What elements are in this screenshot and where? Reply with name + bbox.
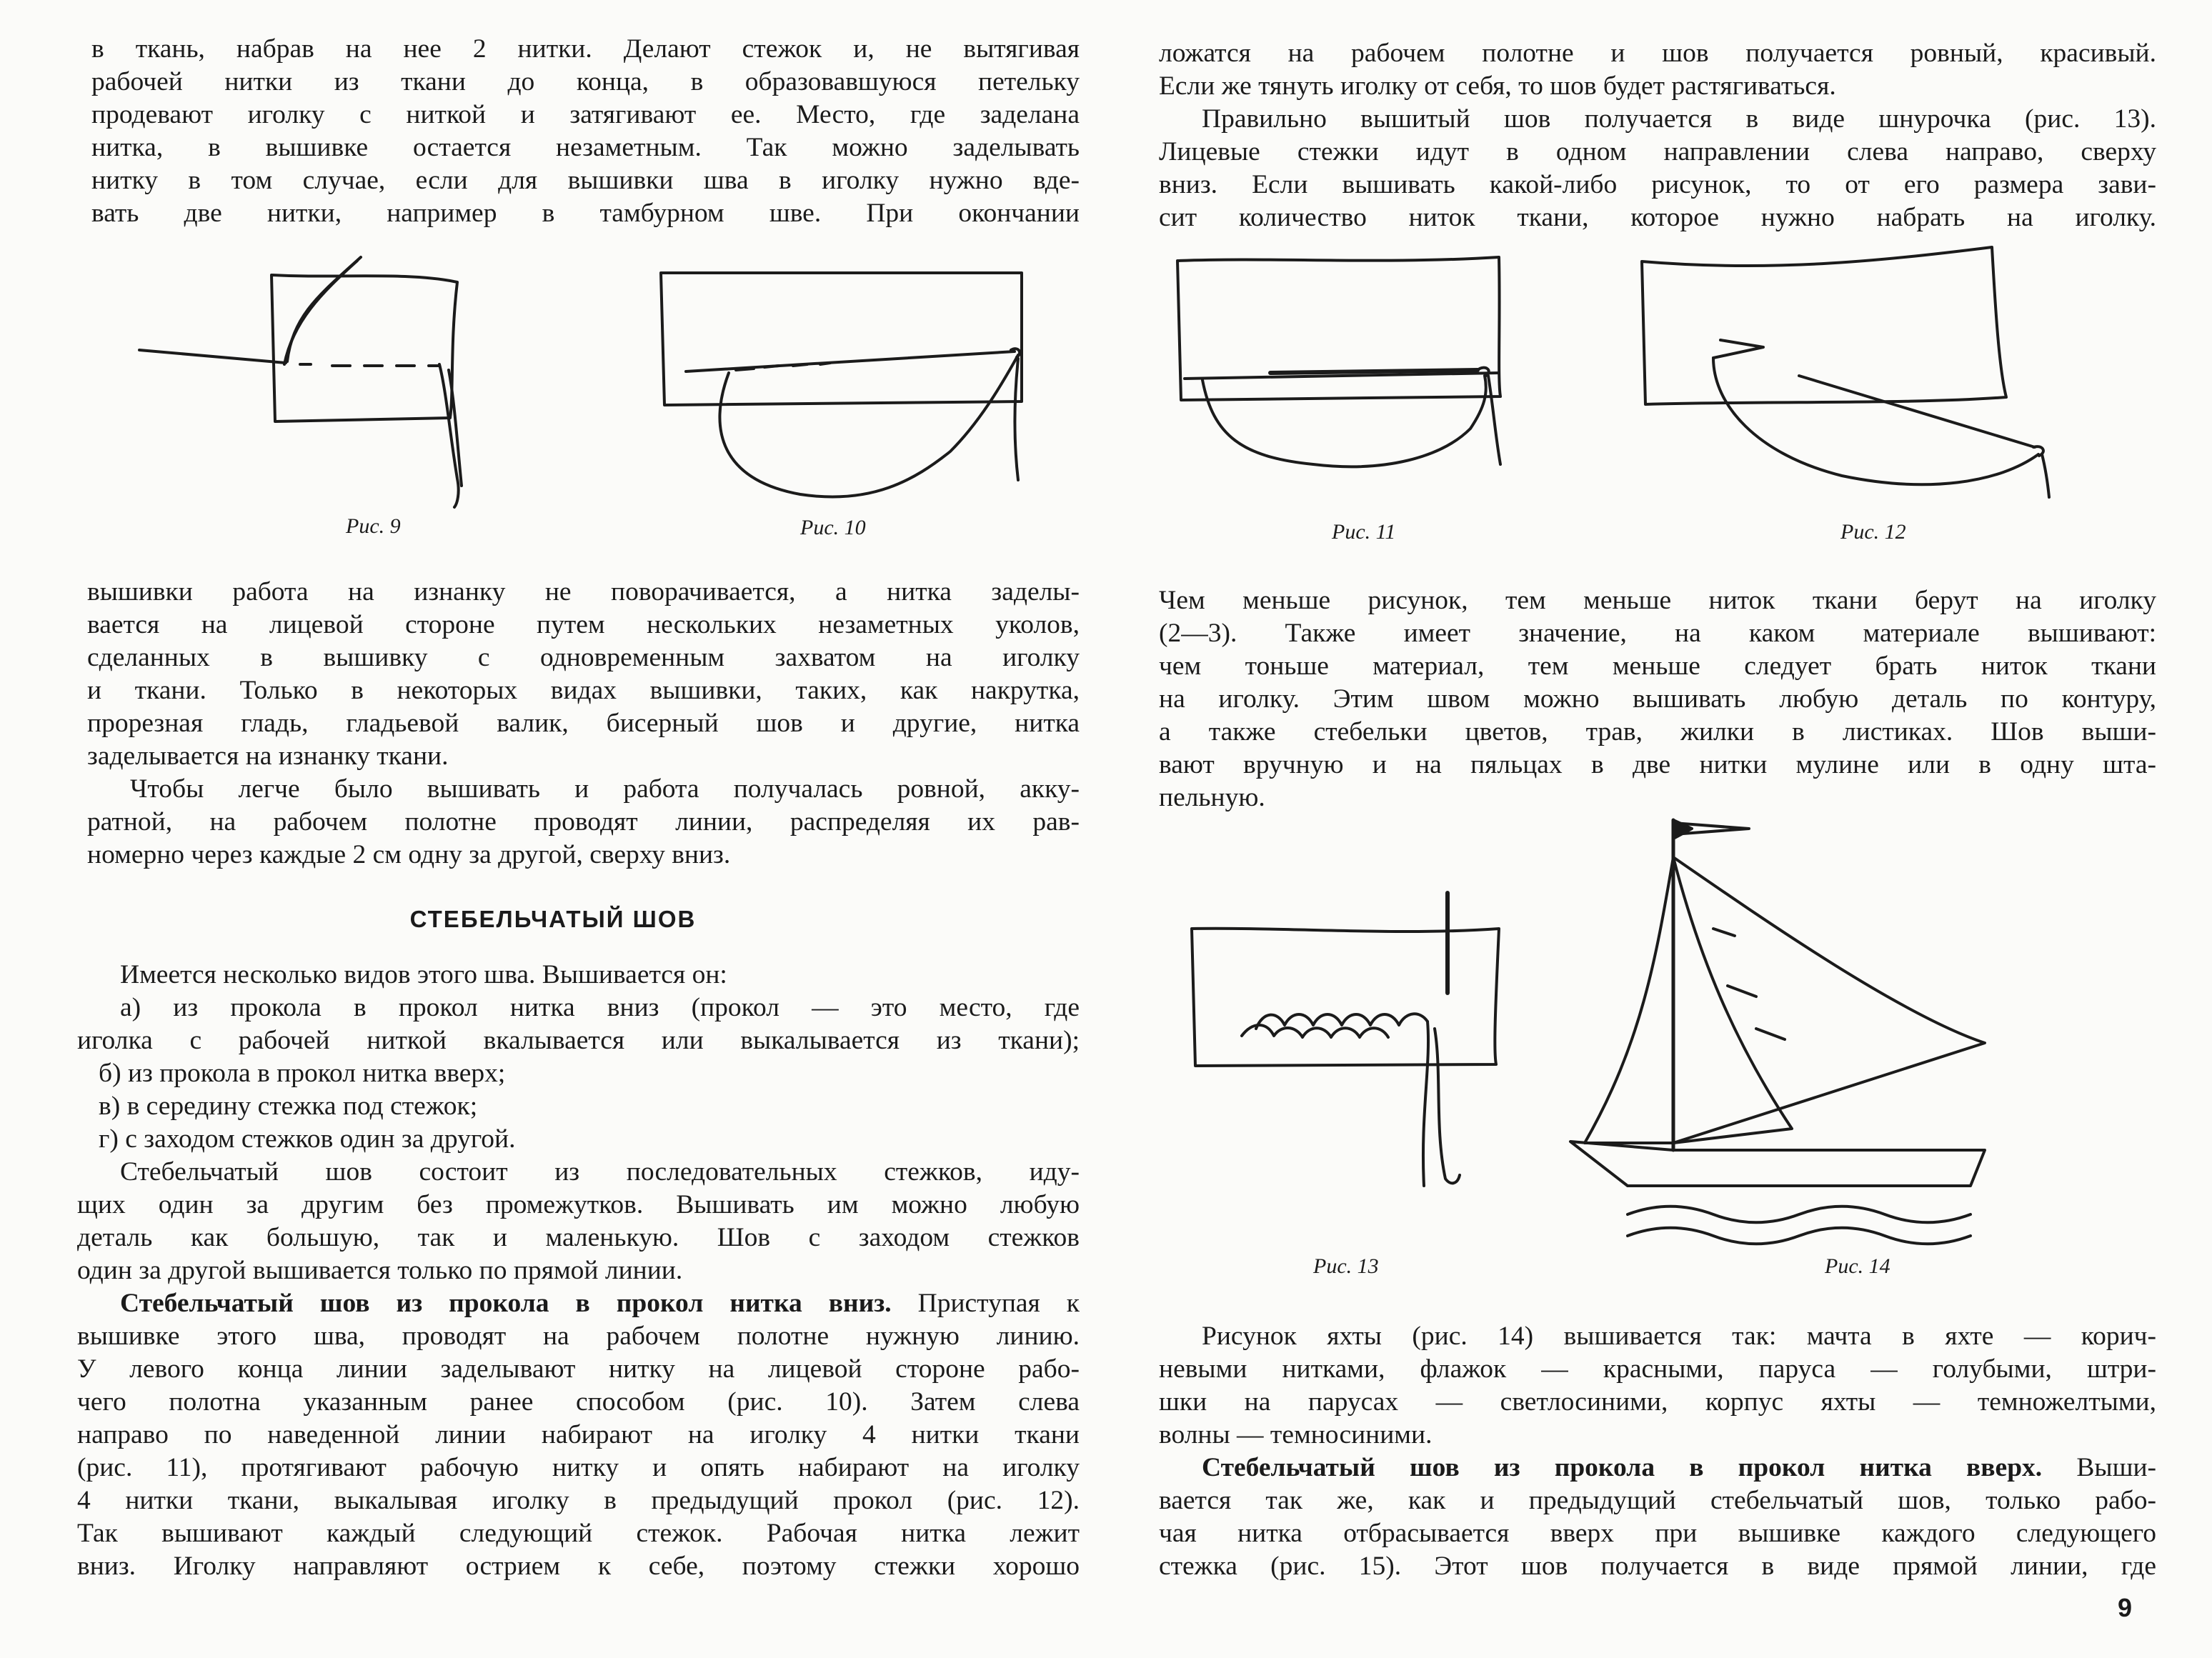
text-line: волны — темносиними. xyxy=(1159,1420,1433,1449)
figure-9-illustration xyxy=(121,250,593,514)
text-line: продевают иголку с ниткой и затягивают ее. Место, где заделана xyxy=(91,100,1080,129)
text-line: Если же тянуть иголку от себя, то шов будет растягиваться. xyxy=(1159,71,1836,101)
bold-lead-rest: Приступая к xyxy=(891,1289,1080,1318)
text-line: (2—3). Также имеет значение, на каком материале вышивают: xyxy=(1159,619,2156,648)
text-line: чая нитка отбрасывается вверх при вышивке каждого следующего xyxy=(1159,1519,2156,1548)
right-top-paragraph xyxy=(1159,37,2156,234)
figure-14-caption: Рис. 14 xyxy=(1825,1254,1890,1278)
text-line: вается на лицевой стороне путем нескольких незаметных уколов, xyxy=(87,610,1080,639)
left-bottom-paragraph xyxy=(77,959,1080,1583)
text-line: Лицевые стежки идут в одном направлении слева направо, сверху xyxy=(1159,137,2156,166)
text-line: Рисунок яхты (рис. 14) вышивается так: мачта в яхте — корич- xyxy=(1202,1322,2156,1351)
figure-12-caption: Рис. 12 xyxy=(1840,520,1906,544)
text-line: шки на парусах — светлосиними, корпус яхты — темножелтыми, xyxy=(1159,1387,2156,1417)
figure-13-caption: Рис. 13 xyxy=(1313,1254,1379,1278)
text-line: г) с заходом стежков один за другой. xyxy=(99,1124,516,1154)
figure-10-illustration xyxy=(657,266,1057,523)
text-line: сделанных в вышивку с одновременным захватом на иголку xyxy=(87,643,1080,672)
text-line: нитку в том случае, если для вышивки шва в иголку нужно вде- xyxy=(91,166,1080,195)
text-line: а также стебельки цветов, трав, жилки в листиках. Шов выши- xyxy=(1159,717,2156,746)
bold-lead: Стебельчатый шов из прокола в прокол нитка вверх. xyxy=(1202,1453,2043,1482)
right-middle-paragraph xyxy=(1159,584,2156,814)
text-line: щих один за другим без промежутков. Вышивать им можно любую xyxy=(77,1190,1080,1219)
text-line xyxy=(1159,1452,2156,1484)
left-top-paragraph xyxy=(91,33,1080,230)
text-line: Правильно вышитый шов получается в виде шнурочка (рис. 13). xyxy=(1202,104,2156,134)
text-line: вать две нитки, например в тамбурном шве. При окончании xyxy=(91,199,1080,228)
figure-11-illustration xyxy=(1170,250,1599,507)
text-line: сит количество ниток ткани, которое нужно набрать на иголку. xyxy=(1159,203,2156,232)
text-line: У левого конца линии заделывают нитку на лицевой стороне рабо- xyxy=(77,1354,1080,1384)
text-line: вниз. Если вышивать какой-либо рисунок, то от его размера зави- xyxy=(1159,170,2156,199)
text-line: пельную. xyxy=(1159,783,1265,812)
text-line: невыми нитками, флажок — красными, паруса — голубыми, штри- xyxy=(1159,1354,2156,1384)
right-bottom-paragraph xyxy=(1159,1320,2156,1583)
section-heading: СТЕБЕЛЬЧАТЫЙ ШОВ xyxy=(409,906,697,932)
text-line: иголка с рабочей ниткой вкалывается или выкалывается из ткани); xyxy=(77,1026,1080,1055)
figure-10-caption: Рис. 10 xyxy=(800,516,866,539)
figure-12-illustration xyxy=(1628,240,2142,511)
text-line xyxy=(77,1287,1080,1320)
text-line: вышивки работа на изнанку не поворачивается, а нитка заделы- xyxy=(87,577,1080,606)
text-line: ратной, на рабочем полотне проводят линии, распределяя их рав- xyxy=(87,807,1080,837)
text-line: прорезная гладь, гладьевой валик, бисерный шов и другие, нитка xyxy=(87,709,1080,738)
text-line: и ткани. Только в некоторых видах вышивки, таких, как накрутка, xyxy=(87,676,1080,705)
text-line: рабочей нитки из ткани до конца, в образовавшуюся петельку xyxy=(91,67,1080,96)
text-line: вают вручную и на пяльцах в две нитки мулине или в одну шта- xyxy=(1159,750,2156,779)
text-line: Чем меньше рисунок, тем меньше ниток ткани берут на иголку xyxy=(1159,586,2156,615)
right-page xyxy=(1106,0,2212,1658)
text-line: Чтобы легче было вышивать и работа получалась ровной, акку- xyxy=(130,774,1080,804)
text-line: ложатся на рабочем полотне и шов получается ровный, красивый. xyxy=(1159,39,2156,68)
left-middle-paragraph xyxy=(87,576,1080,872)
text-line: один за другой вышивается только по прямой линии. xyxy=(77,1256,683,1285)
figure-14-illustration xyxy=(1613,814,2128,1243)
text-line: нитка, в вышивке остается незаметным. Так можно заделывать xyxy=(91,133,1080,162)
text-line: направо по наведенной линии набирают на иголку 4 нитки ткани xyxy=(77,1420,1080,1449)
figure-13-illustration xyxy=(1185,886,1513,1200)
text-line: вышивке этого шва, проводят на рабочем полотне нужную линию. xyxy=(77,1322,1080,1351)
text-line: номерно через каждые 2 см одну за другой, сверху вниз. xyxy=(87,840,731,869)
text-line: на иголку. Этим швом можно вышивать любую деталь по контуру, xyxy=(1159,684,2156,714)
text-line: (рис. 11), протягивают рабочую нитку и опять набирают на иголку xyxy=(77,1453,1080,1482)
text-line: в) в середину стежка под стежок; xyxy=(99,1092,478,1121)
bold-lead: Стебельчатый шов из прокола в прокол нитка вниз. xyxy=(120,1289,892,1318)
figure-9-caption: Рис. 9 xyxy=(346,514,401,538)
text-line: Так вышивают каждый следующий стежок. Рабочая нитка лежит xyxy=(77,1519,1080,1548)
text-line: чем тоньше материал, тем меньше следует брать ниток ткани xyxy=(1159,651,2156,681)
text-line: а) из прокола в прокол нитка вниз (прокол — это место, где xyxy=(120,993,1080,1022)
figure-11-caption: Рис. 11 xyxy=(1332,520,1396,544)
text-line: деталь как большую, так и маленькую. Шов с заходом стежков xyxy=(77,1223,1080,1252)
text-line: вниз. Иголку направляют острием к себе, поэтому стежки хорошо xyxy=(77,1552,1080,1581)
text-line: чего полотна указанным ранее способом (рис. 10). Затем слева xyxy=(77,1387,1080,1417)
text-line: в ткань, набрав на нее 2 нитки. Делают стежок и, не вытягивая xyxy=(91,34,1080,64)
page-number: 9 xyxy=(2118,1593,2133,1622)
text-line: 4 нитки ткани, выкалывая иголку в предыдущий прокол (рис. 12). xyxy=(77,1486,1080,1515)
text-line: стежка (рис. 15). Этот шов получается в виде прямой линии, где xyxy=(1159,1552,2156,1581)
text-line: вается так же, как и предыдущий стебельчатый шов, только рабо- xyxy=(1159,1486,2156,1515)
text-line: Стебельчатый шов состоит из последовательных стежков, иду- xyxy=(120,1157,1080,1187)
text-line: заделывается на изнанку ткани. xyxy=(87,741,449,771)
bold-lead-rest: Выши- xyxy=(2042,1453,2156,1482)
text-line: б) из прокола в прокол нитка вверх; xyxy=(99,1059,506,1088)
text-line: Имеется несколько видов этого шва. Вышивается он: xyxy=(120,960,727,989)
